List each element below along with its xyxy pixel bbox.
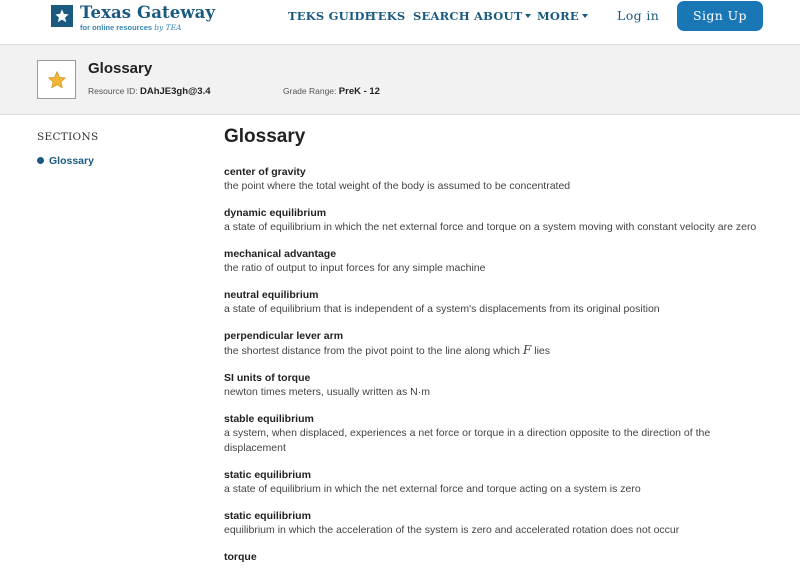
glossary-entry (224, 329, 764, 359)
resource-title: Glossary (88, 60, 153, 77)
glossary-term: torque (224, 551, 257, 563)
glossary-term: neutral equilibrium (224, 289, 319, 301)
resource-id: Resource ID: DAhJE3gh@3.4 (88, 86, 211, 97)
glossary-term: perpendicular lever arm (224, 330, 344, 342)
caret-down-icon (582, 14, 588, 18)
nav-about-label: ABOUT (474, 9, 523, 23)
sections-heading: SECTIONS (37, 131, 99, 143)
glossary-definition: a state of equilibrium in which the net external force and torque on a system moving with constant velocity are zero (224, 221, 757, 233)
glossary-term: static equilibrium (224, 510, 311, 522)
glossary-term: mechanical advantage (224, 248, 337, 260)
nav-teks[interactable]: TEKS (369, 9, 406, 23)
glossary-definition: equilibrium in which the acceleration of the system is zero and accelerated rotation does not occur (224, 524, 680, 536)
glossary-term: dynamic equilibrium (224, 207, 327, 219)
top-navigation (0, 0, 800, 44)
glossary-definition: the shortest distance from the pivot point to the line along which F lies (224, 343, 551, 357)
caret-down-icon (525, 14, 531, 18)
glossary-entry (224, 206, 764, 235)
sidebar-item-label: Glossary (49, 155, 94, 167)
nav-about[interactable] (474, 9, 531, 23)
glossary-entry (224, 550, 764, 564)
resource-icon (37, 60, 76, 99)
grade-range: Grade Range: PreK - 12 (283, 86, 380, 97)
login-link[interactable]: Log in (617, 8, 660, 23)
nav-search[interactable]: SEARCH (413, 9, 470, 23)
glossary-entry (224, 371, 764, 400)
glossary-definition: the point where the total weight of the body is assumed to be concentrated (224, 180, 571, 192)
glossary-term: static equilibrium (224, 469, 311, 481)
star-badge-icon (51, 5, 73, 27)
bullet-dot-icon (37, 157, 44, 164)
glossary-entry (224, 165, 764, 194)
force-symbol: F (522, 343, 532, 357)
glossary-definition: a system, when displaced, experiences a net force or torque in a direction opposite to the direction of the displacement (224, 427, 711, 454)
glossary-entry (224, 412, 764, 456)
glossary-definition: a state of equilibrium in which the net external force and torque acting on a system is zero (224, 483, 641, 495)
logo-tagline: for online resources by TEA (80, 23, 182, 32)
nav-more-label: MORE (537, 9, 579, 23)
glossary-entry (224, 509, 764, 538)
glossary-list (224, 165, 764, 576)
glossary-term: stable equilibrium (224, 413, 314, 425)
signup-button[interactable]: Sign Up (677, 1, 763, 31)
glossary-term: SI units of torque (224, 372, 311, 384)
nav-teks-guide[interactable]: TEKS GUIDE (288, 9, 374, 23)
resource-header (0, 44, 800, 115)
glossary-definition: the ratio of output to input forces for any simple machine (224, 262, 486, 274)
texas-gateway-logo[interactable] (37, 3, 227, 33)
nav-more[interactable] (537, 9, 588, 23)
star-icon (47, 70, 67, 90)
logo-title: Texas Gateway (80, 3, 216, 22)
glossary-definition: a state of equilibrium that is independent of a system's displacements from its original position (224, 303, 660, 315)
glossary-entry (224, 468, 764, 497)
glossary-entry (224, 247, 764, 276)
glossary-entry (224, 288, 764, 317)
glossary-term: center of gravity (224, 166, 306, 178)
sidebar-item-glossary[interactable] (37, 155, 94, 167)
glossary-definition: newton times meters, usually written as N·m (224, 386, 430, 398)
page-title: Glossary (224, 126, 306, 147)
